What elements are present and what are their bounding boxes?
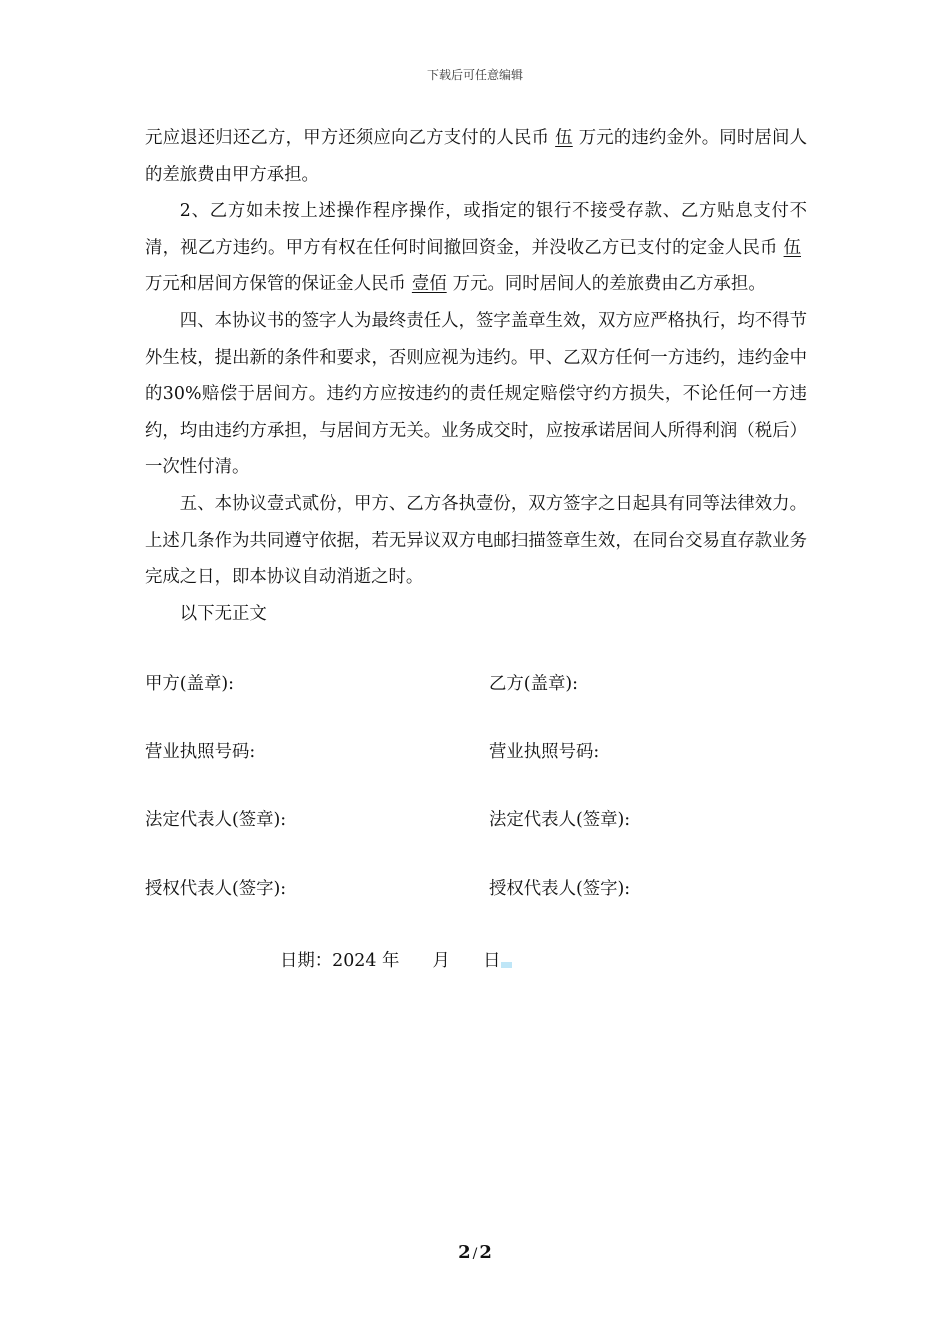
page-separator: / bbox=[472, 1246, 478, 1262]
paragraph-text: 万元。同时居间人的差旅费由乙方承担。 bbox=[452, 274, 766, 295]
date-text: 日期：2024 年 月 日 bbox=[280, 951, 501, 971]
paragraph-clause-4: 四、本协议书的签字人为最终责任人，签字盖章生效，双方应严格执行，均不得节外生枝，提出新的条件和要求，否则应视为违约。甲、乙双方任何一方违约，违约金中的30%赔偿于居间方。违约方应按违约的责任规定赔偿守约方损失，不论任何一方违约，均由违约方承担，与居间方无关。业务成交时，应按承诺居间人所得利润（税后）一次性付清。 bbox=[145, 310, 807, 478]
paragraph-text: 万元的违约金外。同时居间人的差旅费由甲方承担。 bbox=[145, 128, 807, 185]
paragraph-text: 元应退还归还乙方，甲方还须应向乙方支付的人民币 bbox=[145, 128, 550, 148]
total-pages: 2 bbox=[479, 1242, 492, 1263]
page-number bbox=[0, 1242, 950, 1263]
party-a-legal-rep-label: 法定代表人(签章): bbox=[145, 810, 287, 830]
underlined-amount: 伍 bbox=[555, 128, 573, 148]
underlined-amount: 伍 bbox=[783, 237, 801, 258]
party-b-legal-rep-label: 法定代表人(签章): bbox=[489, 810, 631, 830]
paragraph-text: 万元和居间方保管的保证金人民币 bbox=[145, 274, 406, 295]
paragraph-1 bbox=[145, 120, 807, 193]
agreement-body bbox=[145, 120, 807, 632]
party-b-license-label: 营业执照号码: bbox=[489, 742, 600, 762]
party-a-seal-label: 甲方(盖章): bbox=[145, 674, 234, 694]
party-a-auth-rep-label: 授权代表人(签字): bbox=[145, 879, 287, 899]
paragraph-text: 2、乙方如未按上述操作程序操作，或指定的银行不接受存款、乙方贴息支付不清，视乙方违约。甲方有权在任何时间撤回资金，并没收乙方已支付的定金人民币 bbox=[145, 201, 807, 258]
current-page: 2 bbox=[458, 1242, 471, 1263]
paragraph-2 bbox=[145, 193, 807, 303]
date-line bbox=[280, 946, 512, 971]
text-cursor-highlight bbox=[501, 962, 512, 968]
page-header: 下载后可任意编辑 bbox=[426, 68, 523, 82]
party-b-auth-rep-label: 授权代表人(签字): bbox=[489, 879, 631, 899]
party-b-seal-label: 乙方(盖章): bbox=[489, 674, 578, 694]
paragraph-clause-5: 五、本协议壹式贰份，甲方、乙方各执壹份，双方签字之日起具有同等法律效力。上述几条作为共同遵守依据，若无异议双方电邮扫描签章生效，在同台交易直存款业务完成之日，即本协议自动消逝之时。 bbox=[145, 493, 807, 588]
party-a-license-label: 营业执照号码: bbox=[145, 742, 256, 762]
underlined-amount: 壹佰 bbox=[411, 274, 447, 295]
no-further-text: 以下无正文 bbox=[179, 603, 267, 624]
